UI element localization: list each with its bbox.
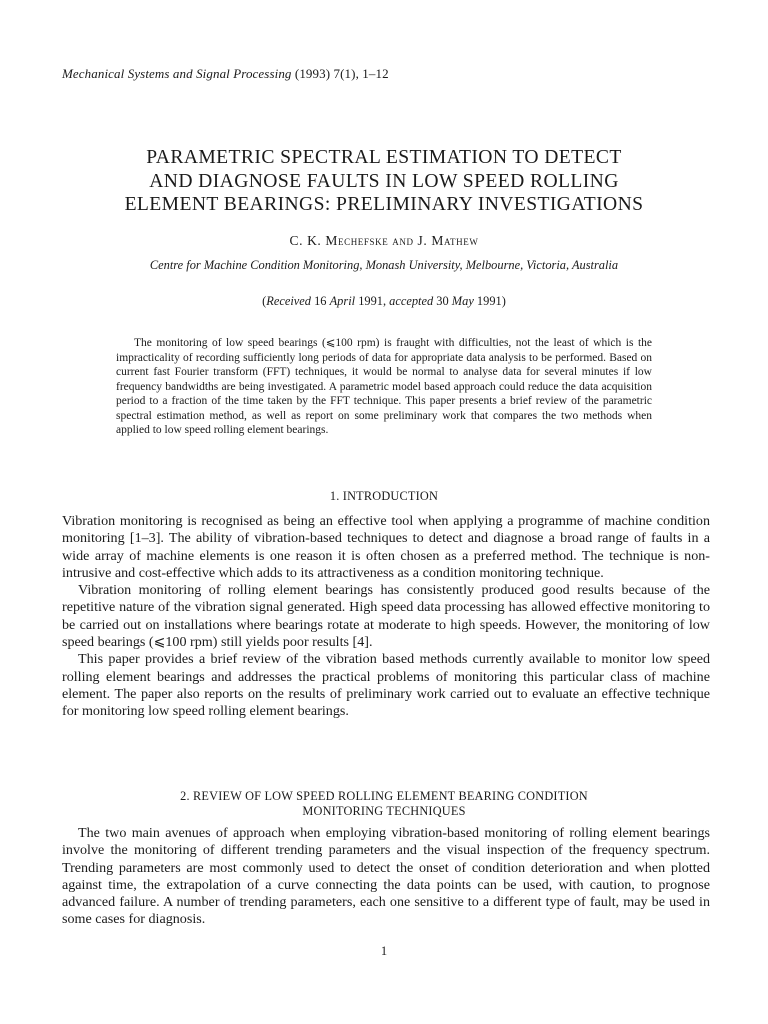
paragraph: Vibration monitoring of rolling element bearings has consistently produced good results because of the repetitive nature of the vibration signal generated. High speed data processing has allowed effective monitoring to be carried out on installations where bearings rotate at moderate to high speeds. However, the monitoring of low speed bearings (⩽100 rpm) still yields poor results [4].	[62, 582, 710, 651]
journal-name: Mechanical Systems and Signal Processing	[62, 66, 292, 81]
title-line-3: ELEMENT BEARINGS: PRELIMINARY INVESTIGATIONS	[124, 194, 644, 215]
affiliation: Centre for Machine Condition Monitoring, Monash University, Melbourne, Victoria, Australia	[149, 258, 619, 272]
abstract: The monitoring of low speed bearings (⩽100 rpm) is fraught with difficulties, not the least of which is the impracticality of recording sufficiently long periods of data for appropriate data analysis to be performed. Based on current fast Fourier transform (FFT) techniques, it would be normal to analyse data for several minutes if low frequency bandwidths are being investigated. A parametric model based approach could reduce the data acquisition period to a fraction of the time taken by the FFT technique. This paper presents a brief review of the parametric spectral estimation method, as well as report on some preliminary work that compares the two methods when applied to low speed rolling element bearings.	[116, 337, 652, 436]
paragraph: Vibration monitoring is recognised as being an effective tool when applying a programme of machine condition monitoring [1–3]. The ability of vibration-based techniques to detect and diagnose a broad range of faults in a wide array of machine elements is one reason it is often chosen as a preferred method. The technique is non-intrusive and cost-effective which adds to its attractiveness as a condition monitoring technique.	[62, 513, 710, 581]
title-line-1: PARAMETRIC SPECTRAL ESTIMATION TO DETECT	[146, 147, 622, 168]
section-1-body	[62, 513, 710, 721]
received-label: Received	[266, 294, 312, 308]
journal-citation: (1993) 7(1), 1–12	[291, 66, 389, 81]
title-line-2: AND DIAGNOSE FAULTS IN LOW SPEED ROLLING	[149, 170, 619, 192]
paragraph: This paper provides a brief review of the vibration based methods currently available to monitor low speed rolling element bearings and addresses the practical problems of monitoring this particular class of machine element. The paper also reports on the results of preliminary work carried out to evaluate an effective technique for monitoring low speed rolling element bearings.	[62, 651, 710, 720]
authors	[0, 233, 768, 249]
author-names: C. K. Mechefske and J. Mathew	[289, 233, 479, 248]
section-2-body	[62, 825, 710, 929]
received-dates: (Received 16 April 1991, accepted 30 May 1991)	[262, 294, 506, 308]
journal-header	[62, 66, 389, 82]
section-2-heading-line-1: 2. REVIEW OF LOW SPEED ROLLING ELEMENT BEARING CONDITION	[180, 789, 588, 803]
section-2-heading	[82, 789, 686, 818]
accepted-label: accepted	[389, 294, 434, 308]
paragraph: The two main avenues of approach when employing vibration-based monitoring of rolling element bearings involve the monitoring of different trending parameters and the visual inspection of the frequency spectrum. Trending parameters are most commonly used to detect the onset of condition deterioration and when plotted against time, the extrapolation of a curve connecting the data points can be used, with caution, to prognose advanced failure. A number of trending parameters, each one sensitive to a different type of fault, may be used in some cases for diagnosis.	[62, 825, 710, 928]
section-1-heading: 1. INTRODUCTION	[329, 489, 439, 503]
paper-title	[60, 146, 708, 217]
page-number: 1	[380, 944, 388, 958]
section-2-heading-line-2: MONITORING TECHNIQUES	[302, 803, 466, 818]
